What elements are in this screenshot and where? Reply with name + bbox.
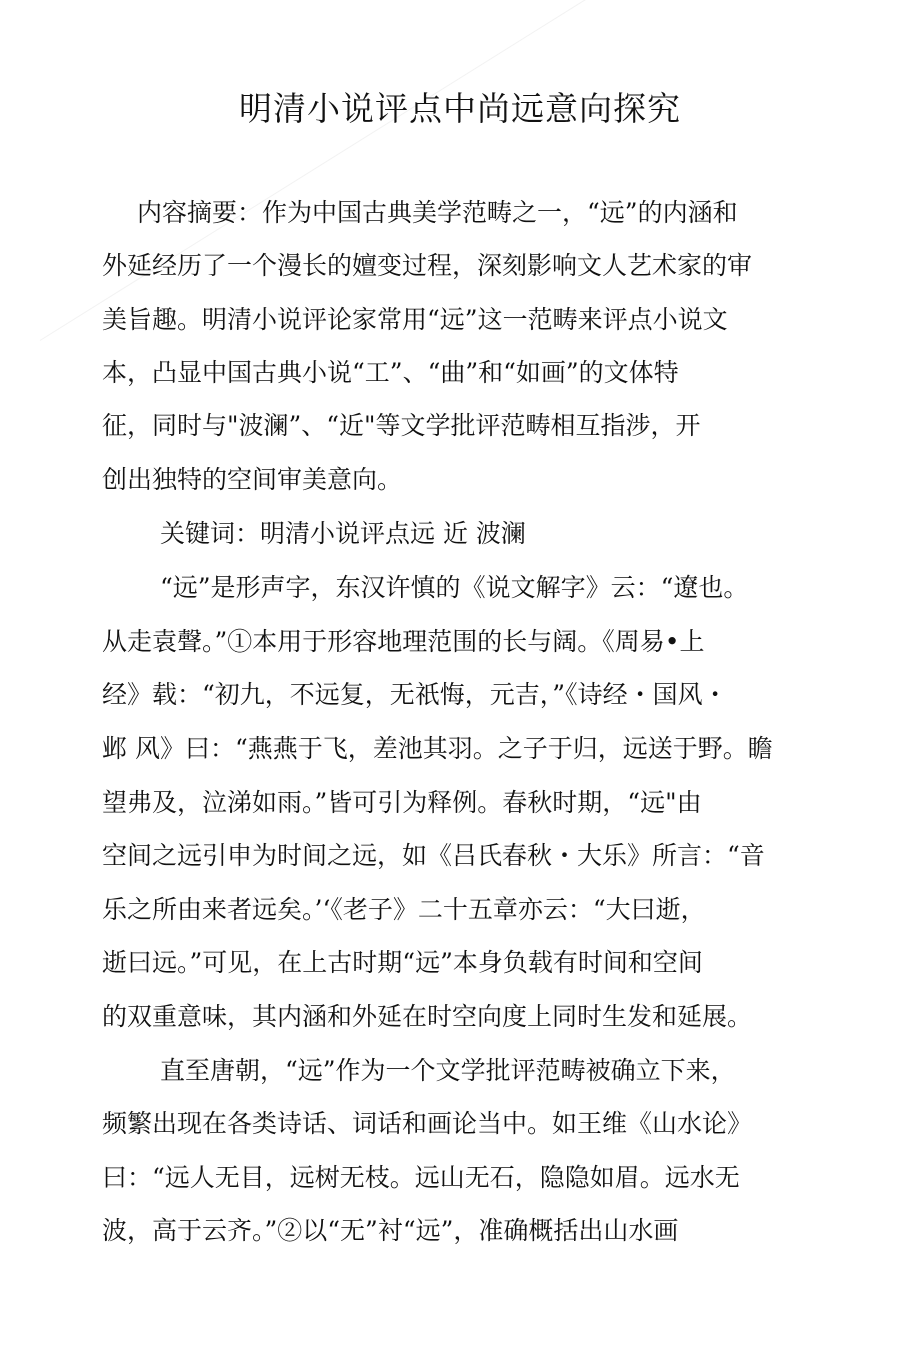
abstract-line: 美旨趣。明清小说评论家常用“远”这一范畴来评点小说文 [102, 305, 728, 334]
paragraph-line: 望弗及，泣涕如雨。”皆可引为释例。春秋时期，“远"由 [102, 788, 702, 817]
abstract-line: 征，同时与"波澜”、“近"等文学批评范畴相互指涉，开 [102, 411, 701, 440]
paragraph-line: 的双重意味，其内涵和外延在时空向度上同时生发和延展。 [102, 1002, 753, 1031]
abstract-line: 外延经历了一个漫长的嬗变过程，深刻影响文人艺术家的审 [102, 251, 753, 280]
paragraph-line: 频繁出现在各类诗话、词话和画论当中。如王维《山水论》 [102, 1109, 753, 1138]
abstract-line: 本，凸显中国古典小说“工”、“曲”和“如画”的文体特 [102, 358, 679, 387]
paragraph-line: 乐之所由来者远矣。’‘《老子》二十五章亦云：“大曰逝， [102, 895, 706, 924]
paragraph-line: 逝曰远。”可见，在上古时期“远”本身负载有时间和空间 [102, 948, 703, 977]
abstract-line: 内容摘要：作为中国古典美学范畴之一，“远”的内涵和 [137, 198, 738, 227]
paragraph-line: 波，高于云齐。”②以“无”衬“远”，准确概括出山水画 [102, 1216, 679, 1245]
document-title: 明清小说评点中尚远意向探究 [239, 89, 681, 128]
paragraph-line: 从走袁聲。”①本用于形容地理范围的长与阔。《周易•上 [102, 627, 705, 656]
paragraph-line: “远”是形声字，东汉许慎的《说文解字》云：“遼也。 [160, 573, 749, 602]
watermark-line [40, 0, 753, 341]
paragraph-line: 直至唐朝，“远”作为一个文学批评范畴被确立下来， [160, 1056, 736, 1085]
paragraph-line: 空间之远引申为时间之远，如《吕氏春秋・大乐》所言：“音 [102, 841, 765, 870]
abstract-line: 创出独特的空间审美意向。 [102, 465, 403, 494]
keywords-line: 关键词：明清小说评点远 近 波澜 [160, 519, 526, 548]
paragraph-line: 经》载：“初九，不远复，无祇悔，元吉，”《诗经・国风・ [102, 680, 728, 709]
paragraph-line: 邺 风》曰：“燕燕于飞，差池其羽。之子于归，远送于野。瞻 [102, 734, 773, 763]
paragraph-line: 曰：“远人无目，远树无枝。远山无石，隐隐如眉。远水无 [102, 1163, 740, 1192]
